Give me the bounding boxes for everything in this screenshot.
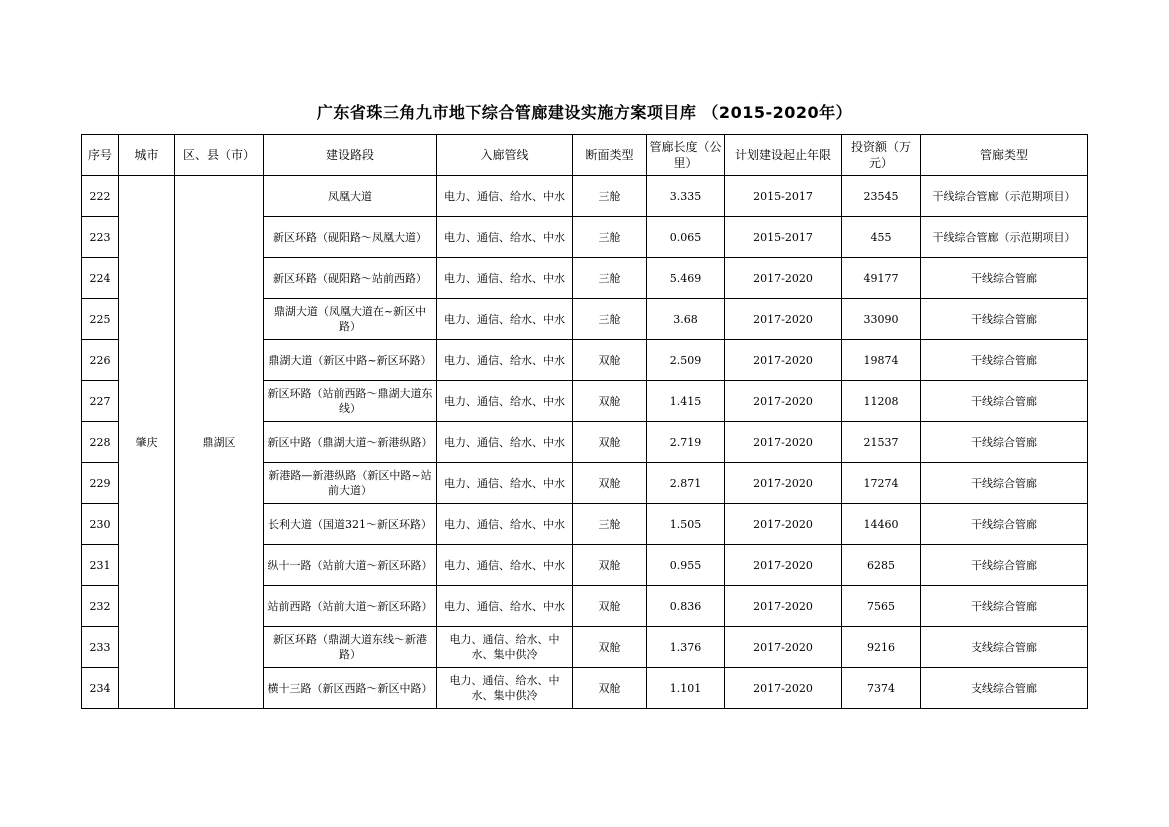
row-number-cell: 229 [82,463,119,504]
road-cell: 凤凰大道 [264,176,437,217]
years-cell: 2017-2020 [725,258,842,299]
city-cell: 肇庆 [119,176,175,709]
years-cell: 2015-2017 [725,217,842,258]
length-cell: 0.836 [647,586,725,627]
header-cell: 序号 [82,135,119,176]
section-type-cell: 三舱 [573,217,647,258]
length-cell: 3.335 [647,176,725,217]
years-cell: 2015-2017 [725,176,842,217]
header-cell: 管廊长度（公里） [647,135,725,176]
pipes-cell: 电力、通信、给水、中水、集中供冷 [437,627,573,668]
row-number-cell: 224 [82,258,119,299]
length-cell: 1.415 [647,381,725,422]
pipes-cell: 电力、通信、给水、中水 [437,463,573,504]
corridor-type-cell: 干线综合管廊 [921,422,1088,463]
corridor-type-cell: 干线综合管廊 [921,258,1088,299]
section-type-cell: 双舱 [573,381,647,422]
years-cell: 2017-2020 [725,299,842,340]
road-cell: 鼎湖大道（新区中路~新区环路） [264,340,437,381]
length-cell: 2.719 [647,422,725,463]
investment-cell: 7374 [842,668,921,709]
row-number-cell: 231 [82,545,119,586]
row-number-cell: 228 [82,422,119,463]
road-cell: 新港路—新港纵路（新区中路~站前大道） [264,463,437,504]
length-cell: 1.101 [647,668,725,709]
length-cell: 2.509 [647,340,725,381]
years-cell: 2017-2020 [725,545,842,586]
header-cell: 管廊类型 [921,135,1088,176]
road-cell: 站前西路（站前大道～新区环路） [264,586,437,627]
investment-cell: 17274 [842,463,921,504]
header-row [82,135,1088,176]
road-cell: 新区环路（站前西路～鼎湖大道东线） [264,381,437,422]
investment-cell: 7565 [842,586,921,627]
header-cell: 断面类型 [573,135,647,176]
row-number-cell: 230 [82,504,119,545]
investment-cell: 21537 [842,422,921,463]
header-cell: 城市 [119,135,175,176]
years-cell: 2017-2020 [725,381,842,422]
corridor-type-cell: 干线综合管廊 [921,545,1088,586]
pipes-cell: 电力、通信、给水、中水 [437,176,573,217]
header-cell: 计划建设起止年限 [725,135,842,176]
corridor-type-cell: 干线综合管廊 [921,299,1088,340]
pipes-cell: 电力、通信、给水、中水 [437,545,573,586]
years-cell: 2017-2020 [725,627,842,668]
road-cell: 新区中路（鼎湖大道～新港纵路） [264,422,437,463]
road-cell: 新区环路（砚阳路～站前西路） [264,258,437,299]
row-number-cell: 232 [82,586,119,627]
corridor-type-cell: 干线综合管廊 [921,504,1088,545]
road-cell: 鼎湖大道（凤凰大道在~新区中路） [264,299,437,340]
pipes-cell: 电力、通信、给水、中水 [437,299,573,340]
corridor-type-cell: 支线综合管廊 [921,668,1088,709]
section-type-cell: 三舱 [573,258,647,299]
section-type-cell: 双舱 [573,586,647,627]
pipes-cell: 电力、通信、给水、中水 [437,504,573,545]
row-number-cell: 227 [82,381,119,422]
road-cell: 纵十一路（站前大道～新区环路） [264,545,437,586]
years-cell: 2017-2020 [725,504,842,545]
years-cell: 2017-2020 [725,422,842,463]
length-cell: 1.376 [647,627,725,668]
corridor-type-cell: 干线综合管廊 [921,463,1088,504]
header-cell: 区、县（市） [175,135,264,176]
pipes-cell: 电力、通信、给水、中水 [437,258,573,299]
corridor-type-cell: 干线综合管廊（示范期项目） [921,217,1088,258]
years-cell: 2017-2020 [725,340,842,381]
section-type-cell: 双舱 [573,668,647,709]
years-cell: 2017-2020 [725,586,842,627]
row-number-cell: 222 [82,176,119,217]
pipes-cell: 电力、通信、给水、中水 [437,381,573,422]
investment-cell: 49177 [842,258,921,299]
pipes-cell: 电力、通信、给水、中水 [437,586,573,627]
pipes-cell: 电力、通信、给水、中水 [437,217,573,258]
row-number-cell: 223 [82,217,119,258]
row-number-cell: 226 [82,340,119,381]
length-cell: 2.871 [647,463,725,504]
investment-cell: 33090 [842,299,921,340]
investment-cell: 23545 [842,176,921,217]
row-number-cell: 225 [82,299,119,340]
corridor-type-cell: 支线综合管廊 [921,627,1088,668]
pipes-cell: 电力、通信、给水、中水 [437,422,573,463]
corridor-type-cell: 干线综合管廊 [921,586,1088,627]
table-row [82,176,1088,217]
project-table [81,134,1088,709]
length-cell: 1.505 [647,504,725,545]
investment-cell: 455 [842,217,921,258]
row-number-cell: 234 [82,668,119,709]
table-body [82,176,1088,709]
length-cell: 5.469 [647,258,725,299]
corridor-type-cell: 干线综合管廊 [921,381,1088,422]
section-type-cell: 三舱 [573,176,647,217]
years-cell: 2017-2020 [725,668,842,709]
pipes-cell: 电力、通信、给水、中水、集中供冷 [437,668,573,709]
corridor-type-cell: 干线综合管廊（示范期项目） [921,176,1088,217]
section-type-cell: 双舱 [573,340,647,381]
page-title: 广东省珠三角九市地下综合管廊建设实施方案项目库 （2015-2020年） [316,103,853,122]
investment-cell: 9216 [842,627,921,668]
road-cell: 新区环路（鼎湖大道东线～新港路） [264,627,437,668]
section-type-cell: 双舱 [573,545,647,586]
section-type-cell: 三舱 [573,504,647,545]
investment-cell: 6285 [842,545,921,586]
investment-cell: 19874 [842,340,921,381]
road-cell: 长利大道（国道321～新区环路） [264,504,437,545]
road-cell: 横十三路（新区西路～新区中路） [264,668,437,709]
header-cell: 建设路段 [264,135,437,176]
road-cell: 新区环路（砚阳路～凤凰大道） [264,217,437,258]
section-type-cell: 三舱 [573,299,647,340]
section-type-cell: 双舱 [573,463,647,504]
section-type-cell: 双舱 [573,422,647,463]
years-cell: 2017-2020 [725,463,842,504]
length-cell: 0.065 [647,217,725,258]
section-type-cell: 双舱 [573,627,647,668]
corridor-type-cell: 干线综合管廊 [921,340,1088,381]
header-cell: 入廊管线 [437,135,573,176]
pipes-cell: 电力、通信、给水、中水 [437,340,573,381]
investment-cell: 11208 [842,381,921,422]
district-cell: 鼎湖区 [175,176,264,709]
row-number-cell: 233 [82,627,119,668]
investment-cell: 14460 [842,504,921,545]
header-cell: 投资额（万元） [842,135,921,176]
length-cell: 3.68 [647,299,725,340]
length-cell: 0.955 [647,545,725,586]
